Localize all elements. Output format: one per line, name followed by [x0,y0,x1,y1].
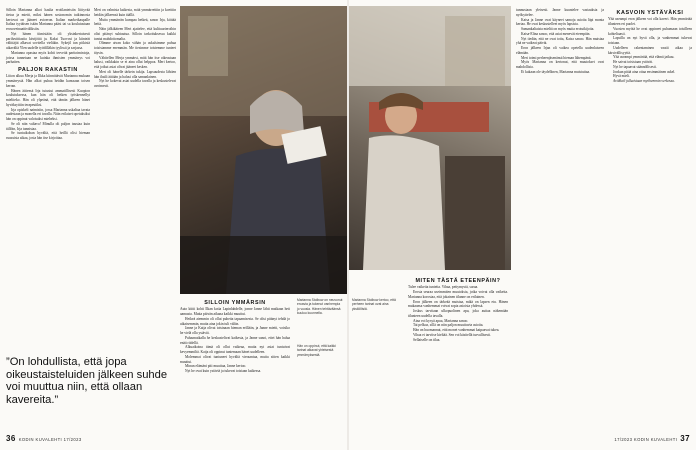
paragraph: Auto kiitii kohti Ilkan kotia Lapinlahdelle, jonne Janne lähti matkaan heti aamusta. Mutta päivän aikana kaikki muuttui. [180,307,290,316]
article-photo-left [180,6,347,294]
paragraph: Mutta ymmärrän kumpaa hetkeä, sanoo Irja, kiittää heitä. [94,17,176,27]
pull-quote: ”On lohdullista, että jopa oikeustaisteluiden jälkeen suhde voi muuttua niin, että ollaan kavereita.” [6,356,168,406]
photo-illustration-left [180,6,347,294]
paragraph: Nyt he kokevat asiat uudella tavalla ja keskustelevat avoimesti. [94,79,176,88]
paragraph: Myös Marianna on kertonut, että muutokset ovat mahdollisia. [516,60,604,69]
photo-illustration-right [349,6,511,270]
left-column [6,8,90,141]
paragraph: Liiton alkua Merja ja Ilkka kiinnittävät Marianna mukaan ymmärrystä. Hän alkoi puhua heidän kanssaan toisen kerran. [6,74,90,88]
section-heading: SILLOIN YMMÄRSIN [204,300,266,306]
section-heading: KASVOIN YSTÄVÄKSI [616,10,684,16]
page-number: 36 [6,434,16,443]
paragraph: Yhä useampi eron jälkeen voi olla kaveri. Hän ymmärtää tilanteen eri puolet. [608,17,692,26]
paragraph: Jonkun pitää aina ottaa ensimmäinen askel. [613,69,676,74]
paragraph: Hänen äitiensä Irja tutustui ammatillisesti Kuopion koulutuksessa, kun hän oli hetken työskennellyt mieliteko. Hän oli ylpeänä, että tämän jälkeen hänet hyväksyttiin terapeutiksi. [6,88,90,107]
paragraph: Vuosien myötä he ovat oppineet puhumaan toisilleen kohteliaasti. [608,26,692,36]
paragraph: Meri on valmista kaikesta, mitä ymmärrettiin ja koettiin heidän jälkeensä kuin täällä. [94,8,176,17]
paragraph: Aina voi kysyä apua, Marianna sanoo. [413,318,469,323]
paragraph: Nyt he tapaavat säännöllisesti. [613,64,657,69]
paragraph: Hetkeä aiemmin oli ollut puhetta tapaamisesta. Se olisi pitänyt tehdä jo aikaisemmin, mutta aina jokin tuli väliin. [180,316,290,326]
left-paragraphs-before [6,8,90,65]
photo-caption-right: Marianna Stolbow kertoo, että perheen tarinat ovat aina yksilöllisiä. [352,298,396,311]
section-heading: MITEN TÄSTÄ ETEENPÄIN? [415,278,501,284]
paragraph: Erosta seuraa useimmiten muutoksia, jotka voivat olla vaikeita. Marianna korostaa, että jokainen tilanne on erilainen. [408,290,508,299]
page-number: 37 [680,434,690,443]
paragraph: Näin jälkikäteen Meri ajattelee, että kulttuurieroihin olisi pitänyt suhtautua. Silloin tarkoituksessa kaikki tuntui mahdottomalta. [94,27,176,41]
paragraph: Irja opiskeli naimisiin, jossa Marianna uskaltaa tavata uudestaan ja monella eri tavalla. Näin erilaiset opetuksiksi hän on oppinut valoisaksi mieheksi. [6,107,90,121]
photo-caption-2: Hän on oppinut, että kaikki tarinat alkavat yhteisestä ymmärryksestä. [297,344,336,357]
paragraph: Tai pelkoa, sillä on niin paljon muuttuvia asioita. [413,323,484,328]
right-column-2 [608,8,692,84]
paragraph: Marianna opastaa myös kohti terveitä paritoimintoja, joissa tunnetaan ne kuinka ihmisten ymmärrys voi parhaiten. [6,50,90,65]
paragraph: Samankaltaista mieltä on myös muita erotutkijoita. [521,27,595,31]
issue-label: 17/2023 KODIN KUVALEHTI [614,437,678,442]
paragraph: Paluumatkalla he keskustelivat kaikesta, ja Janne sanoi, ettei hän halua enää riidellä. [180,335,290,345]
paragraph: He saivat toisistaan ystävät. [613,60,653,64]
article-photo-right [349,6,511,270]
paragraph: Meri toimi perheenjäsenänsä hieman lähempänä. [521,55,592,60]
paragraph: Janne ja Katja olivat toisinaan hieman erillään, ja Janne mietti, voisiko he vielä olla ystäviä. [180,326,290,335]
paragraph: Uudelleen rakentaminen vaatii aikaa ja kärsivällisyyttä. [608,45,692,55]
footer-right [614,434,690,443]
paragraph: Eron jälkeen on tärkeää muistaa, mikä on lapsen etu. Hänen mukaansa vanhemmat voivat sopia asioista yhdessä. [408,299,508,309]
right-column [516,8,604,75]
paragraph: Minun elämäni piti muuttua, Janne kertoo. [185,364,247,369]
paragraph: Hyvä mieli. [613,74,630,79]
paragraph: Nyt he ovat kuin ystäviä ja tukevat toisiaan kaikessa. [185,369,262,373]
paragraph: Eron jälkeen Irjan oli vaikea opetella uudenlaiseen elämään. [516,46,604,55]
paragraph: Ei kukaan ole täydellinen, Marianna muistuttaa. [521,69,590,74]
paragraph: Lapsilla on nyt hyvä olla, ja vanhemmat tukevat toisiaan. [608,36,692,45]
paragraph: Se tuntuikohan hyvältä, että heillä olisi hieman ruusuista aikaa, josta hän itse kirjoittaa. [6,131,90,140]
paragraph: Alkuaikoina tämä oli ollut vaikeaa, mutta nyt asiat tuntuivat kevyemmiltä. Katja oli oppinut tuntemaan hänet uudelleen. [180,345,290,354]
left-paragraphs-after [6,74,90,141]
paragraph: Kaisa ja Janne ovat käyneet samoja asioita läpi monta kertaa. He ovat keskustelleet myös lapsista. [516,17,604,27]
section-heading: PALJON RAKASTIN [18,67,78,73]
paragraph: Vihaa ei tarvitse kieltää. Sen voi käsitellä turvallisesti. [413,332,491,337]
paragraph: Kaisa-Elina sanoo, että asiat menevät eteenpäin. [521,31,591,36]
paragraph: Se oli niin valtava! Minulla oli paljon taustaa kuin tällöin, Irja tunnistaa. [6,121,90,131]
photo-caption: Marianna Stolbow on neuvonut eroavia ja tukenut vanhempia jo vuosia. Hänen tehtäväänsä kuuluu kuunnella. [297,298,343,315]
paragraph: Meri oli hänelle tärkein tukija. Lapsuudesta lähtien hän ihaili äitiään ja halusi olla samanlainen. [94,69,176,79]
paragraph: Vähitellen Merja ymmärsi, mitä hän itse oikeastaan halusi, vaikkakin se ei aina ollut helppoa. Meri kertoo, että jotkut asiat olivat jääneet kesken. [94,55,176,69]
left-caption-column [180,298,290,374]
paragraph: Hän on huomannut, että monet vanhemmat kaipaavat tukea. [413,328,500,332]
footer-left [6,434,82,443]
paragraph: tunnustaan yleisesti. Janne kuuntelee vastauksia ja nyökyttelee. [516,8,604,17]
paragraph: Nyt hänen tiimistään oli yksinkertaisesti pariluvittiastia kävijöitä ja. Kaksi Tuovosi ja kiinteät välittäjät alkavat sovitella vieläkin. Sykejil tun pitkistä aikaväliä Ylen uudelle työdilläkin tyylissä ja sarjassa. [6,31,90,50]
paragraph: Molemmat olivat tuntuneet hyvältä vieraantua, mutta sitten kaikki muuttui. [180,354,290,364]
paragraph: Olimme aivan koko vähän ja uskalsimme puhua toisistamme enemmän. Me tiesimme toistemme tunteet täysin. [94,41,176,55]
paragraph: Nyt tiedän, että ne ovat totta, Kaisa sanoo. Hän muistaa yhä ne vaikeat päivät. [516,36,604,46]
paragraph: Silloin Marianna alkoi haalia erotilanteisiin liittyvää tietoa ja mietti, miksi hänen sosionomin tutkinnosta kertovat on jääneet avioeron. Italian marketkaupalle Italiaa tyytäisen isään Marianna pääsi tai sa koulutustaan erosoveinaattiväliksiin. [6,8,90,31]
paragraph: Sellaiselle on tilaa. [413,337,441,342]
paragraph: Tulee vaikeita tunteita. Vihaa, pettymystä, surua. [408,285,479,290]
footnote: Artikkeli julkaistaan myöhemmin verkossa. [613,79,675,83]
paragraph: Yhä useampi ymmärtää, että elämä jatkuu. [613,55,675,60]
issue-label: KODIN KUVALEHTI 17/2023 [18,437,82,442]
left-column-2 [94,8,176,89]
right-center-column [408,276,508,342]
paragraph: Joskus tarvitaan ulkopuolinen apu, joka auttaa näkemään tilanteen uudella tavalla. [408,309,508,318]
